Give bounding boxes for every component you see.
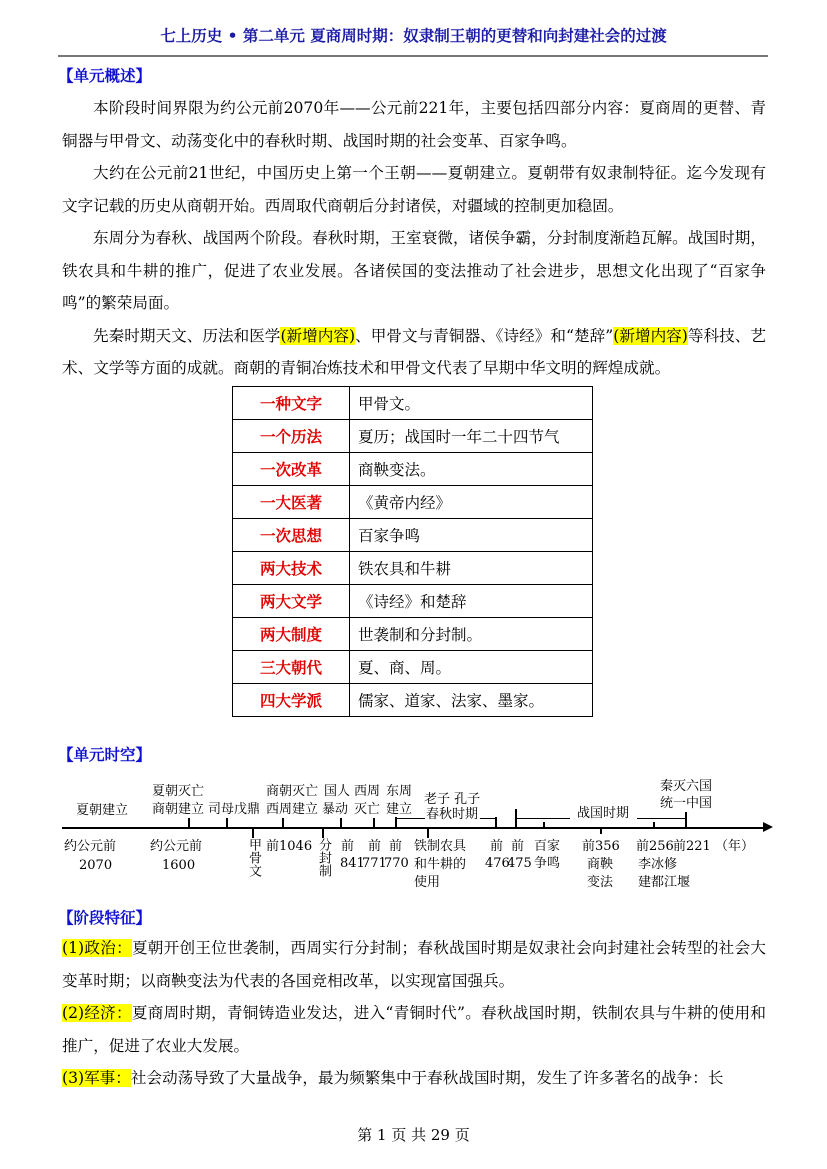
text: 、甲骨文与青铜器、《诗经》和“楚辞” [355, 326, 614, 345]
timeline-label: 商朝建立 [152, 802, 205, 817]
timeline-label: 变法 [587, 875, 614, 890]
feature-politics [62, 932, 766, 997]
timeline-label: 475 [507, 856, 532, 871]
tick [322, 828, 324, 838]
text: 社会动荡导致了大量战争，最为频繁集中于春秋战国时期，发生了许多著名的战争：长 [130, 1069, 724, 1087]
new-content-tag: (新增内容) [613, 326, 688, 345]
timeline-label: 1600 [162, 858, 196, 873]
timeline-label: 841 [340, 856, 365, 871]
warring-states-arrow [515, 818, 570, 819]
timeline-label: 东周 [386, 784, 413, 799]
timeline-label: 西周 [354, 784, 381, 799]
tick [427, 828, 429, 838]
spring-autumn-arrow [395, 818, 425, 819]
features-text [62, 932, 766, 1095]
timeline-label: 前256 [636, 839, 674, 854]
timeline-label: 夏朝建立 [76, 803, 129, 818]
timeline-label: 商鞅 [587, 857, 614, 872]
table-key: 两大制度 [233, 618, 350, 651]
timeline-label: 前221 [673, 839, 711, 854]
tick [373, 818, 375, 828]
axis-arrow-icon [763, 822, 773, 832]
new-content-tag: (新增内容) [280, 326, 356, 345]
page-number: 第 1 页 共 29 页 [357, 1126, 470, 1144]
table-key: 两大文学 [233, 585, 350, 618]
feature-tag: (1)政治： [62, 939, 132, 957]
timeline-label: 甲骨文 [246, 838, 261, 877]
overview-paragraph: 大约在公元前21世纪，中国历史上第一个王朝——夏朝建立。夏朝带有奴隶制特征。迄今发现有文字记载的历史从商朝开始。西周取代商朝后分封诸侯，对疆域的控制更加稳固。 [62, 164, 766, 215]
timeline-label: 771 [362, 856, 387, 871]
timeline-label: 前 [341, 839, 355, 854]
table-key: 四大学派 [233, 684, 350, 717]
timeline-label: 前1046 [266, 839, 313, 854]
table-value: 夏历；战国时一年二十四节气 [350, 420, 593, 453]
warring-states-arrow [637, 818, 685, 819]
text: 夏朝开创王位世袭制，西周实行分封制；春秋战国时期是奴隶社会向封建社会转型的社会大变革时期；以商鞅变法为代表的各国竞相改革，以实现富国强兵。 [62, 939, 766, 990]
table-key: 一次改革 [233, 453, 350, 486]
table-key: 一个历法 [233, 420, 350, 453]
table-value: 《黄帝内经》 [350, 486, 593, 519]
timeline-label: 国人 [324, 784, 351, 799]
table-key: 三大朝代 [233, 651, 350, 684]
table-value: 夏、商、周。 [350, 651, 593, 684]
timeline-label: 争鸣 [534, 856, 561, 871]
feature-tag: (3)军事： [62, 1069, 131, 1087]
timeline-label: 建都江堰 [638, 875, 691, 890]
timeline-label: 司母戊鼎 [208, 802, 261, 817]
timeline-label: 秦灭六国 [660, 779, 713, 794]
table-key: 一次思想 [233, 519, 350, 552]
text: 等科技、艺术、文学等方面的成就。商朝的青铜冶炼技术和甲骨文代表了早期中华文明的辉煌成就。 [62, 326, 766, 377]
timeline-label: 百家 [534, 839, 561, 854]
timeline-label: 商朝灭亡 [266, 784, 319, 799]
table-value: 儒家、道家、法家、墨家。 [350, 684, 593, 717]
table-value: 百家争鸣 [350, 519, 593, 552]
timeline-label: 476 [485, 856, 510, 871]
timeline-label: （年） [715, 839, 755, 854]
timeline-label: 前 [389, 839, 403, 854]
timeline-label: 暴动 [322, 802, 349, 817]
timeline-label: 夏朝灭亡 [152, 784, 205, 799]
timeline-label: 分封制 [316, 838, 331, 877]
table-key: 一种文字 [233, 387, 350, 420]
table-key: 两大技术 [233, 552, 350, 585]
tick [282, 818, 284, 828]
feature-tag: (2)经济： [62, 1004, 132, 1022]
tick [226, 818, 228, 828]
timeline-label: 前356 [582, 839, 620, 854]
spring-autumn-arrow [480, 818, 495, 819]
tick [653, 822, 655, 828]
tick [340, 818, 342, 828]
page-header-title: 七上历史 • 第二单元 夏商周时期：奴隶制王朝的更替和向封建社会的过渡 [160, 27, 667, 45]
timeline-label: 铁制农具 [414, 839, 467, 854]
timeline-label: 约公元前 [64, 839, 117, 854]
timeline-label: 李冰修 [638, 857, 678, 872]
timeline-label: 建立 [386, 802, 413, 817]
timeline-label: 前 [490, 839, 504, 854]
tick [495, 817, 497, 828]
timeline-axis [62, 827, 767, 829]
feature-economy [62, 997, 766, 1062]
tick [252, 828, 254, 838]
table-value: 甲骨文。 [350, 387, 593, 420]
table-value: 《诗经》和楚辞 [350, 585, 593, 618]
timeline-label: 西周建立 [266, 802, 319, 817]
section-heading-features: 【阶段特征】 [58, 909, 152, 927]
timeline-label: 前 [511, 839, 525, 854]
tick [600, 828, 602, 834]
feature-military [62, 1062, 766, 1095]
overview-paragraph: 本阶段时间界限为约公元前2070年——公元前221年，主要包括四部分内容：夏商周的更替、青铜器与甲骨文、动荡变化中的春秋时期、战国时期的社会变革、百家争鸣。 [62, 99, 766, 150]
timeline-label: 和牛耕的 [414, 857, 467, 872]
timeline-label: 老子 孔子 [424, 792, 481, 807]
timeline-label: 约公元前 [150, 839, 203, 854]
tick [543, 822, 545, 828]
tick [685, 812, 687, 828]
table-value: 商鞅变法。 [350, 453, 593, 486]
text: 先秦时期天文、历法和医学 [93, 326, 281, 345]
tick [188, 818, 190, 828]
overview-paragraph: 东周分为春秋、战国两个阶段。春秋时期，王室衰微，诸侯争霸，分封制度渐趋瓦解。战国时期，铁农具和牛耕的推广，促进了农业发展。各诸侯国的变法推动了社会进步，思想文化出现了“百家争鸣”的繁荣局面。 [62, 229, 766, 312]
section-heading-timeline: 【单元时空】 [58, 746, 152, 764]
timeline-label: 2070 [79, 858, 113, 873]
timeline-label: 统一中国 [660, 796, 713, 811]
table-key: 一大医著 [233, 486, 350, 519]
timeline-label: 春秋时期 [426, 807, 479, 822]
table-value: 铁农具和牛耕 [350, 552, 593, 585]
timeline-label: 使用 [414, 875, 441, 890]
text: 夏商周时期，青铜铸造业发达，进入“青铜时代”。春秋战国时期，铁制农具与牛耕的使用和推广，促进了农业大发展。 [62, 1004, 766, 1055]
timeline-label: 770 [384, 856, 409, 871]
table-value: 世袭制和分封制。 [350, 618, 593, 651]
section-heading-overview: 【单元概述】 [58, 67, 152, 85]
timeline-label: 战国时期 [577, 806, 630, 821]
timeline-label: 灭亡 [354, 802, 381, 817]
timeline-label: 前 [368, 839, 382, 854]
